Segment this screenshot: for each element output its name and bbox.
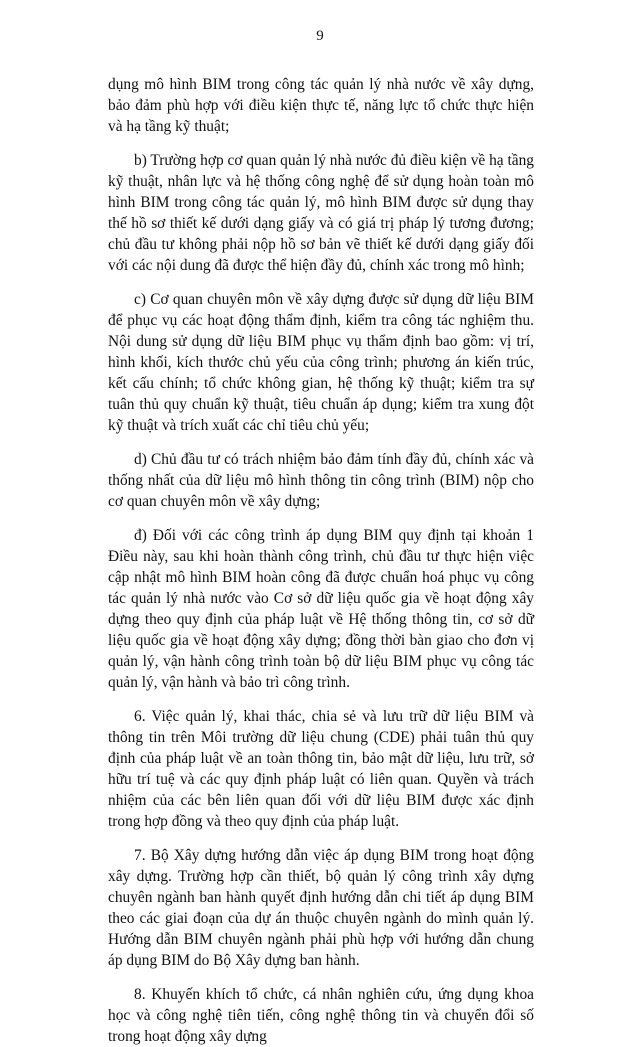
paragraph-point-b: b) Trường hợp cơ quan quản lý nhà nước đủ điều kiện về hạ tầng kỹ thuật, nhân lực và hệ thống công nghệ để sử dụng hoàn toàn mô hình BIM trong công tác quản lý, mô hình BIM được sử dụng thay thế hồ sơ thiết kế dưới dạng giấy và có giá trị pháp lý tương đương; chủ đầu tư không phải nộp hồ sơ bản vẽ thiết kế dưới dạng giấy đối với các nội dung đã được thể hiện đầy đủ, chính xác trong mô hình; (108, 152, 534, 274)
paragraph-clause-8: 8. Khuyến khích tổ chức, cá nhân nghiên cứu, ứng dụng khoa học và công nghệ tiên tiến, công nghệ thông tin và chuyển đổi số trong hoạt động xây dựng (108, 986, 534, 1045)
paragraph-point-d: d) Chủ đầu tư có trách nhiệm bảo đảm tính đầy đủ, chính xác và thống nhất của dữ liệu mô hình thông tin công trình (BIM) nộp cho cơ quan chuyên môn về xây dựng; (108, 451, 534, 510)
paragraph-point-c: c) Cơ quan chuyên môn về xây dựng được sử dụng dữ liệu BIM để phục vụ các hoạt động thẩm định, kiểm tra công tác nghiệm thu. Nội dung sử dụng dữ liệu BIM phục vụ thẩm định bao gồm: vị trí, hình khối, kích thước chủ yếu của công trình; phương án kiến trúc, kết cấu chính; tổ chức không gian, hệ thống kỹ thuật; kiểm tra sự tuân thủ quy chuẩn kỹ thuật, tiêu chuẩn áp dụng; kiểm tra xung đột kỹ thuật và trích xuất các chỉ tiêu chủ yếu; (108, 291, 534, 434)
paragraph-clause-6: 6. Việc quản lý, khai thác, chia sẻ và lưu trữ dữ liệu BIM và thông tin trên Môi trường dữ liệu chung (CDE) phải tuân thủ quy định của pháp luật về an toàn thông tin, bảo mật dữ liệu, lưu trữ, sở hữu trí tuệ và các quy định pháp luật có liên quan. Quyền và trách nhiệm của các bên liên quan đối với dữ liệu BIM được xác định trong hợp đồng và theo quy định của pháp luật. (108, 708, 534, 830)
paragraph-clause-7: 7. Bộ Xây dựng hướng dẫn việc áp dụng BIM trong hoạt động xây dựng. Trường hợp cần thiết, bộ quản lý công trình xây dựng chuyên ngành ban hành quyết định hướng dẫn chi tiết áp dụng BIM theo các giai đoạn của dự án thuộc chuyên ngành do mình quản lý. Hướng dẫn BIM chuyên ngành phải phù hợp với hướng dẫn chung áp dụng BIM do Bộ Xây dựng ban hành. (108, 847, 534, 969)
document-body (108, 74, 534, 1047)
paragraph-continuation: dụng mô hình BIM trong công tác quản lý nhà nước về xây dựng, bảo đảm phù hợp với điều kiện thực tế, năng lực tổ chức thực hiện và hạ tầng kỹ thuật; (108, 76, 534, 135)
paragraph-point-dd: đ) Đối với các công trình áp dụng BIM quy định tại khoản 1 Điều này, sau khi hoàn thành công trình, chủ đầu tư thực hiện việc cập nhật mô hình BIM hoàn công đã được chuẩn hoá phục vụ công tác quản lý nhà nước vào Cơ sở dữ liệu quốc gia về hoạt động xây dựng theo quy định của pháp luật về Hệ thống thông tin, cơ sở dữ liệu quốc gia về hoạt động xây dựng; đồng thời bàn giao cho đơn vị quản lý, vận hành công trình toàn bộ dữ liệu BIM phục vụ công tác quản lý, vận hành và bảo trì công trình. (108, 527, 534, 691)
page-number: 9 (316, 28, 324, 44)
